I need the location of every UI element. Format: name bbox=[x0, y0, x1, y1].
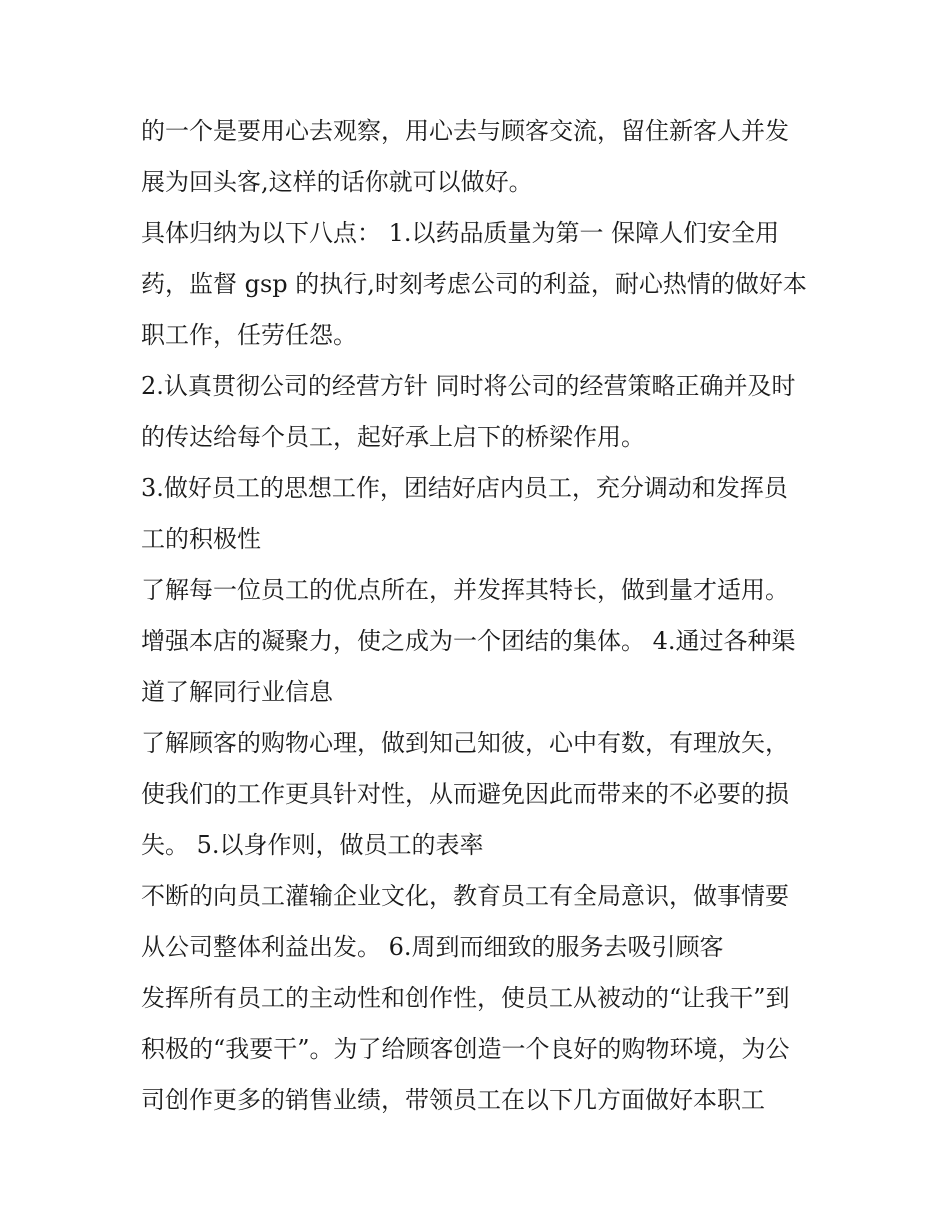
text-line: 增强本店的凝聚力，使之成为一个团结的集体。 4.通过各种渠 bbox=[141, 627, 796, 655]
text-line: 工的积极性 bbox=[141, 525, 261, 553]
text-line: 职工作，任劳任怨。 bbox=[141, 321, 357, 349]
text-line: 展为回头客,这样的话你就可以做好。 bbox=[141, 168, 533, 196]
text-line: 积极的“我要干”。为了给顾客创造一个良好的购物环境，为公 bbox=[141, 1035, 790, 1063]
text-line: 发挥所有员工的主动性和创作性，使员工从被动的“让我干”到 bbox=[141, 984, 790, 1012]
text-line: 3.做好员工的思想工作，团结好店内员工，充分调动和发挥员 bbox=[141, 474, 788, 502]
body-text bbox=[141, 106, 821, 1126]
text-line: 道了解同行业信息 bbox=[141, 678, 333, 706]
text-line: 从公司整体利益出发。 6.周到而细致的服务去吸引顾客 bbox=[141, 933, 724, 961]
text-line: 2.认真贯彻公司的经营方针 同时将公司的经营策略正确并及时 bbox=[141, 372, 796, 400]
text-line: 了解每一位员工的优点所在，并发挥其特长，做到量才适用。 bbox=[141, 576, 789, 604]
text-line: 药，监督 gsp 的执行,时刻考虑公司的利益，耐心热情的做好本 bbox=[141, 270, 807, 298]
text-line: 不断的向员工灌输企业文化，教育员工有全局意识，做事情要 bbox=[141, 882, 789, 910]
text-line: 失。 5.以身作则，做员工的表率 bbox=[141, 831, 484, 859]
text-line: 的传达给每个员工，起好承上启下的桥梁作用。 bbox=[141, 423, 645, 451]
text-line: 的一个是要用心去观察，用心去与顾客交流，留住新客人并发 bbox=[141, 117, 789, 145]
text-line: 了解顾客的购物心理，做到知己知彼，心中有数，有理放矢， bbox=[141, 729, 789, 757]
text-line: 具体归纳为以下八点： 1.以药品质量为第一 保障人们安全用 bbox=[141, 219, 780, 247]
text-line: 司创作更多的销售业绩，带领员工在以下几方面做好本职工 bbox=[141, 1086, 765, 1114]
text-line: 使我们的工作更具针对性，从而避免因此而带来的不必要的损 bbox=[141, 780, 789, 808]
